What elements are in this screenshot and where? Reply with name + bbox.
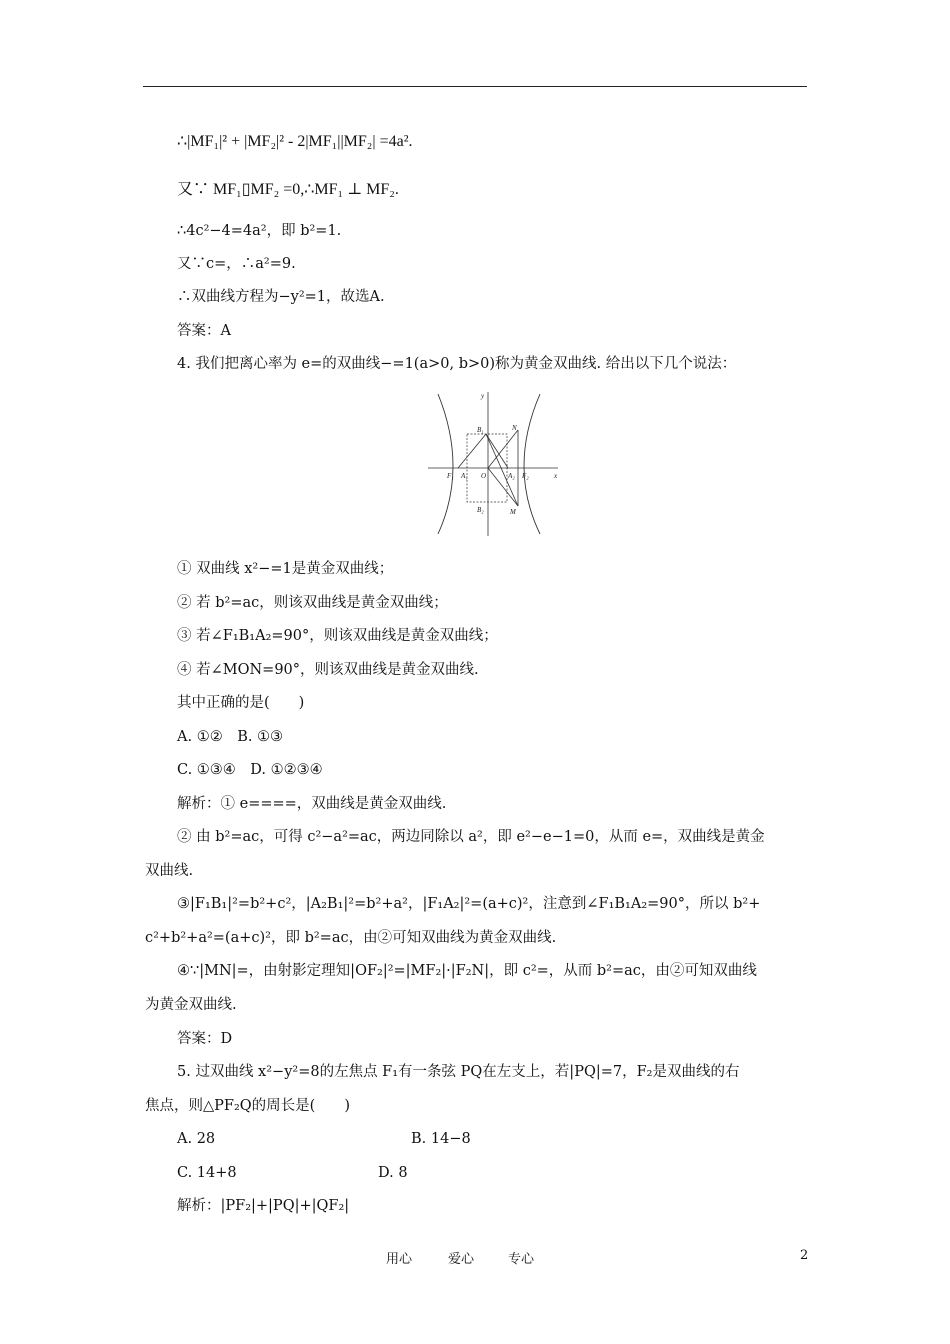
question-5: 5. 过双曲线 x²−y²=8的左焦点 F₁有一条弦 PQ在左支上，若|PQ|=7，F₂是双曲线的右 (177, 1064, 740, 1080)
y-axis-label: y (481, 392, 485, 400)
analysis-3-cont: c²+b²+a²=(a+c)²，即 b²=ac，由②可知双曲线为黄金双曲线. (145, 930, 557, 946)
text-line-1: ∴|MF₁|² + |MF₂|² - 2|MF₁||MF₂| =4a². (177, 133, 413, 150)
origin-label: O (481, 472, 487, 480)
footer-left: 用心 (386, 1252, 413, 1267)
question-4: 4. 我们把离心率为 e=的双曲线−=1(a>0, b>0)称为黄金双曲线. 给出以下几个说法： (177, 356, 737, 372)
analysis-1: 解析：① e====，双曲线是黄金双曲线. (177, 796, 447, 812)
choice-b: B. 14−8 (411, 1131, 471, 1147)
analysis-4: ④∵|MN|=，由射影定理知|OF₂|²=|MF₂|·|F₂N|，即 c²=，从而 b²=ac，由②可知双曲线 (177, 963, 757, 979)
statement-1: ① 双曲线 x²−=1是黄金双曲线； (177, 561, 394, 577)
choice-a: A. 28 (177, 1131, 216, 1147)
x-axis-label: x (554, 472, 558, 480)
choices-ab: A. ①② B. ①③ (177, 729, 284, 745)
a1-label: A₁ (461, 472, 468, 480)
m-label: M (510, 508, 516, 516)
b1-label: B₁ (477, 426, 484, 434)
analysis-5: 解析：|PF₂|+|PQ|+|QF₂| (177, 1198, 350, 1214)
footer-middle: 爱心 (448, 1252, 475, 1267)
question-prompt: 其中正确的是( ) (177, 695, 305, 711)
choices-cd: C. ①③④ D. ①②③④ (177, 762, 323, 778)
header-rule (143, 86, 807, 87)
answer-4: 答案：D (177, 1031, 233, 1047)
text-line-3: ∴4c²−4=4a²，即 b²=1. (177, 223, 342, 239)
b2-label: B₂ (477, 506, 484, 514)
choice-d: D. 8 (378, 1165, 408, 1181)
statement-3: ③ 若∠F₁B₁A₂=90°，则该双曲线是黄金双曲线； (177, 628, 498, 644)
analysis-2: ② 由 b²=ac，可得 c²−a²=ac，两边同除以 a²，即 e²−e−1=0，从而 e=，双曲线是黄金 (177, 829, 765, 845)
analysis-2-cont: 双曲线. (145, 863, 194, 879)
footer-right: 专心 (508, 1252, 535, 1267)
f1-label: F₁ (447, 472, 454, 480)
page-number: 2 (800, 1248, 809, 1263)
text-line-5: ∴双曲线方程为−y²=1，故选A. (177, 289, 385, 305)
n-label: N (512, 424, 517, 432)
analysis-4-cont: 为黄金双曲线. (145, 997, 237, 1013)
f2-label: F₂ (522, 472, 529, 480)
analysis-3: ③|F₁B₁|²=b²+c²，|A₂B₁|²=b²+a²，|F₁A₂|²=(a+c)²，注意到∠F₁B₁A₂=90°，所以 b²+ (177, 896, 761, 912)
hyperbola-figure (420, 386, 565, 541)
question-5-cont: 焦点，则△PF₂Q的周长是( ) (145, 1098, 350, 1114)
text-line-4: 又∵c=，∴a²=9. (177, 256, 296, 272)
text-line-6: 答案：A (177, 323, 231, 339)
statement-4: ④ 若∠MON=90°，则该双曲线是黄金双曲线. (177, 662, 479, 678)
a2-label: A₂ (508, 472, 515, 480)
choice-c: C. 14+8 (177, 1165, 237, 1181)
statement-2: ② 若 b²=ac，则该双曲线是黄金双曲线； (177, 595, 448, 611)
text-line-2: 又∵ MF₁▯MF₂ =0,∴MF₁ ⊥ MF₂. (177, 181, 399, 198)
